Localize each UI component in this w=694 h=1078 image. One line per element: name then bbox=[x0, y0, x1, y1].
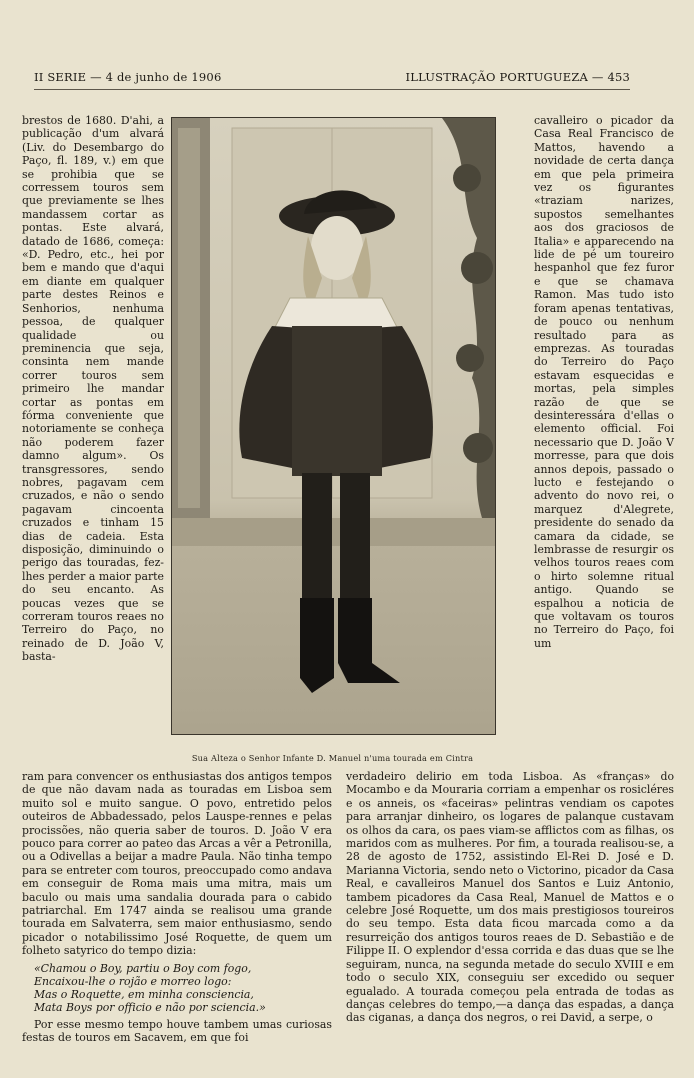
bottom-left-ending: Por esse mesmo tempo houve tambem umas curiosas festas de touros em Sacavem, em que foi bbox=[22, 1017, 332, 1045]
satirical-verse bbox=[34, 962, 332, 1014]
bottom-right-column bbox=[346, 770, 674, 1025]
portrait-photo-icon bbox=[172, 118, 495, 734]
verse-line: «Chamou o Boy, partiu o Boy com fogo, bbox=[34, 961, 252, 975]
right-column-text: cavalleiro o picador da Casa Real Francisco de Mattos, havendo a novidade de certa dança em que pela primeira vez os figurantes «traziam narizes, supostos semelhantes aos dos graciosos de Italia» e apparecendo na lide de pé um toureiro hespanhol que fez furor e que se chamava Ramon. Mas tudo isto foram apenas tentativas, de pouco ou nenhum resultado para as emprezas. As touradas do Terreiro do Paço estavam esquecidas e mortas, pela simples razão de que se desinteressára d'ellas o elemento official. Foi necessario que D. João V morresse, para que dois annos depois, passado o lucto e festejando o advento do novo rei, o marquez d'Alegrete, presidente do senado da camara da cidade, se lembrasse de resurgir os velhos touros reaes com o hirto solemne ritual antigo. Quando se espalhou a noticia de que voltavam os touros no Terreiro do Paço, foi um bbox=[534, 114, 674, 650]
left-column-text: brestos de 1680. D'ahi, a publicação d'um alvará (Liv. do Desembargo do Paço, fl. 189, v.) em que se prohibia que se corressem touros sem que previamente se lhes mandassem cortar as pontas. Este alvará, datado de 1686, começa: «D. Pedro, etc., hei por bem e mando que d'aqui em diante em qualquer parte destes Reinos e Senhorios, nenhuma pessoa, de qualquer qualidade ou preminencia que seja, consinta nem mande correr touros sem primeiro lhe mandar cortar as pontas em fórma conveniente que notoriamente se conheça não poderem fazer damno algum». Os transgressores, sendo nobres, pagavam cem cruzados, e não o sendo pagavam cincoenta cruzados e tinham 15 dias de cadeia. Esta disposição, diminuindo o perigo das touradas, fez-lhes perder a maior parte do seu encanto. As poucas vezes que se correram touros reaes no Terreiro do Paço, no reinado de D. João V, basta- bbox=[22, 114, 164, 664]
verse-line: Mas o Roquette, em minha consciencia, bbox=[34, 987, 254, 1001]
verse-line: Encaixou-lhe o rojão e morreo logo: bbox=[34, 974, 232, 988]
right-column bbox=[534, 114, 674, 650]
issue-date: II SERIE — 4 de junho de 1906 bbox=[34, 70, 222, 84]
publication-title-page-number: ILLUSTRAÇÃO PORTUGUEZA — 453 bbox=[405, 70, 630, 84]
left-column bbox=[22, 114, 164, 664]
bottom-left-text: ram para convencer os enthusiastas dos antigos tempos de que não davam nada as touradas em Lisboa sem muito sol e muito sangue. O povo, entretido pelos outeiros de Abbadessado, pelos Lauspe-rennes e pelas procissões, não queria saber de touros. D. João V era pouco para correr ao pateo das Arcas a vêr a Petronilla, ou a Odivellas a beijar a madre Paula. Não tinha tempo para se entreter com touros, preoccupado como andava em conseguir de Roma mais uma mitra, mais um baculo ou mais uma sandalia dourada para o cabido patriarchal. Em 1747 ainda se realisou uma grande tourada em Salvaterra, sem maior enthusiasmo, sendo picador o notabilissimo José Roquette, de quem um folheto satyrico do tempo dizia: bbox=[22, 770, 332, 958]
bottom-left-column bbox=[22, 770, 332, 1045]
header-rule bbox=[34, 89, 630, 90]
photograph bbox=[171, 117, 496, 735]
running-header bbox=[34, 70, 630, 86]
bottom-right-text: verdadeiro delirio em toda Lisboa. As «franças» do Mocambo e da Mouraria corriam a empenhar os rosicléres e os anneis, os «faceiras» pelintras vendiam os capotes para arranjar dinheiro, os logares de palanque custavam os olhos da cara, os paes viam-se afflictos com as filhas, os maridos com as mulheres. Por fim, a tourada realisou-se, a 28 de agosto de 1752, assistindo El-Rei D. José e D. Marianna Victoria, sendo neto o Victorino, picador da Casa Real, e cavalleiros Manuel dos Santos e Luiz Antonio, tambem picadores da Casa Real, Manuel de Mattos e o celebre José Roquette, um dos mais prestigiosos toureiros do seu tempo. Esta data ficou marcada como a da resurreição dos antigos touros reaes de D. Sebastião e de Filippe II. O explendor d'essa corrida e das duas que se lhe seguiram, nunca, na segunda metade do seculo XVIII e em todo o seculo XIX, conseguiu ser excedido ou sequer egualado. A tourada começou pela entrada de todas as danças celebres do tempo,—a dança das espadas, a dança das ciganas, a dança dos negros, o rei David, a serpe, o bbox=[346, 770, 674, 1025]
photo-caption: Sua Alteza o Senhor Infante D. Manuel n'uma tourada em Cintra bbox=[191, 753, 474, 763]
verse-line: Mata Boys por officio e não por sciencia.» bbox=[34, 1000, 266, 1014]
